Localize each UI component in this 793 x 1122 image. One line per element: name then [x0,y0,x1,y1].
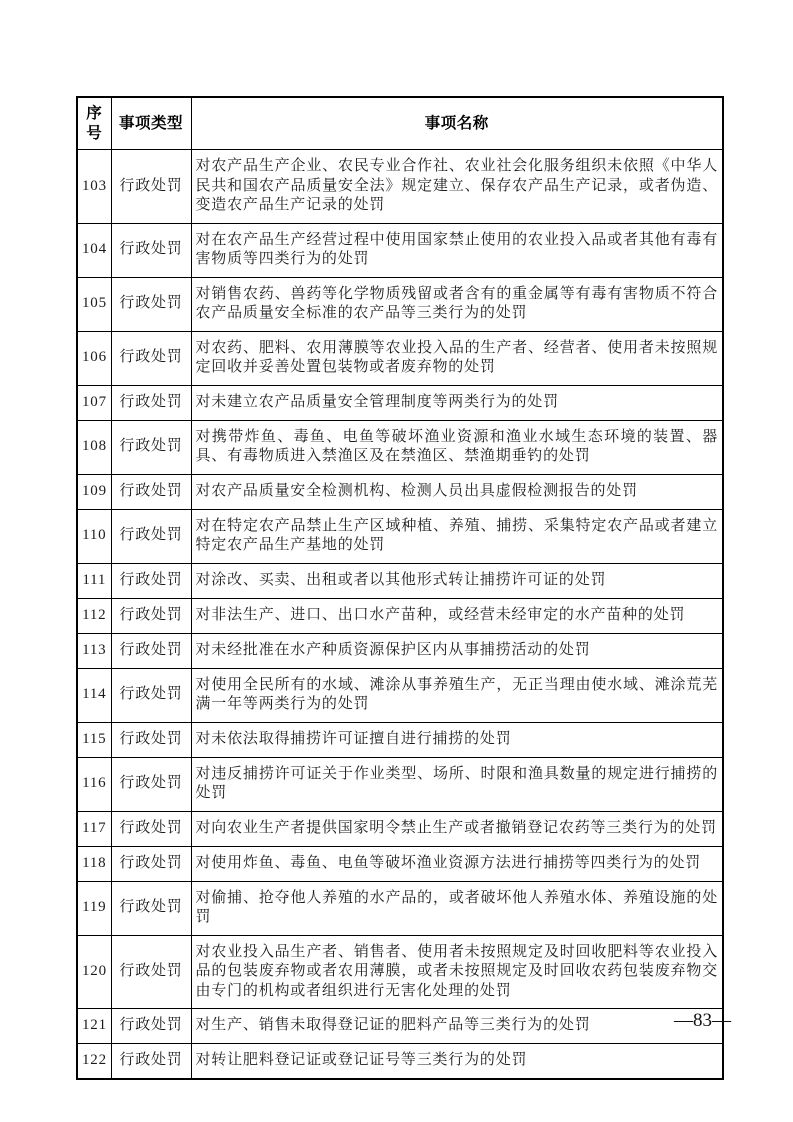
table-row [77,881,723,935]
penalty-items-table [76,96,724,1080]
cell-item-type: 行政处罚 [111,846,191,881]
table-row [77,474,723,509]
cell-item-type: 行政处罚 [111,474,191,509]
cell-serial-number: 120 [77,935,111,1009]
cell-item-name: 对涂改、买卖、出租或者以其他形式转让捕捞许可证的处罚 [191,563,723,598]
cell-serial-number: 113 [77,633,111,668]
cell-item-name: 对转让肥料登记证或登记证号等三类行为的处罚 [191,1044,723,1079]
table-row [77,563,723,598]
cell-serial-number: 122 [77,1044,111,1079]
cell-item-name: 对违反捕捞许可证关于作业类型、场所、时限和渔具数量的规定进行捕捞的处罚 [191,757,723,811]
cell-serial-number: 104 [77,223,111,277]
table-row [77,935,723,1009]
cell-serial-number: 107 [77,385,111,420]
header-serial-number: 序号 [77,97,111,150]
cell-item-type: 行政处罚 [111,722,191,757]
cell-serial-number: 109 [77,474,111,509]
cell-item-type: 行政处罚 [111,1044,191,1079]
table-row [77,1009,723,1044]
cell-serial-number: 121 [77,1009,111,1044]
cell-item-name: 对农药、肥料、农用薄膜等农业投入品的生产者、经营者、使用者未按照规定回收并妥善处置包装物或者废弃物的处罚 [191,331,723,385]
cell-serial-number: 114 [77,668,111,722]
cell-item-name: 对在特定农产品禁止生产区域种植、养殖、捕捞、采集特定农产品或者建立特定农产品生产基地的处罚 [191,509,723,563]
cell-item-type: 行政处罚 [111,598,191,633]
cell-serial-number: 103 [77,150,111,224]
cell-serial-number: 108 [77,420,111,474]
cell-serial-number: 111 [77,563,111,598]
cell-item-type: 行政处罚 [111,563,191,598]
cell-serial-number: 115 [77,722,111,757]
cell-item-type: 行政处罚 [111,420,191,474]
cell-item-name: 对未建立农产品质量安全管理制度等两类行为的处罚 [191,385,723,420]
cell-item-name: 对农业投入品生产者、销售者、使用者未按照规定及时回收肥料等农业投入品的包装废弃物或者农用薄膜，或者未按照规定及时回收农药包装废弃物交由专门的机构或者组织进行无害化处理的处罚 [191,935,723,1009]
cell-item-name: 对非法生产、进口、出口水产苗种，或经营未经审定的水产苗种的处罚 [191,598,723,633]
cell-item-name: 对销售农药、兽药等化学物质残留或者含有的重金属等有毒有害物质不符合农产品质量安全标准的农产品等三类行为的处罚 [191,277,723,331]
cell-item-name: 对农产品质量安全检测机构、检测人员出具虚假检测报告的处罚 [191,474,723,509]
cell-item-name: 对在农产品生产经营过程中使用国家禁止使用的农业投入品或者其他有毒有害物质等四类行为的处罚 [191,223,723,277]
table-header-row [77,97,723,150]
table-row [77,385,723,420]
cell-serial-number: 105 [77,277,111,331]
cell-serial-number: 116 [77,757,111,811]
cell-item-name: 对未经批准在水产种质资源保护区内从事捕捞活动的处罚 [191,633,723,668]
table-row [77,223,723,277]
table-row [77,598,723,633]
table-row [77,846,723,881]
table-row [77,757,723,811]
cell-item-name: 对使用全民所有的水域、滩涂从事养殖生产，无正当理由使水域、滩涂荒芜满一年等两类行为的处罚 [191,668,723,722]
table-row [77,420,723,474]
cell-serial-number: 117 [77,811,111,846]
cell-item-type: 行政处罚 [111,881,191,935]
cell-item-name: 对偷捕、抢夺他人养殖的水产品的，或者破坏他人养殖水体、养殖设施的处罚 [191,881,723,935]
cell-item-name: 对未依法取得捕捞许可证擅自进行捕捞的处罚 [191,722,723,757]
table-row [77,633,723,668]
table-row [77,811,723,846]
cell-item-name: 对生产、销售未取得登记证的肥料产品等三类行为的处罚 [191,1009,723,1044]
table-row [77,509,723,563]
cell-serial-number: 110 [77,509,111,563]
cell-item-name: 对使用炸鱼、毒鱼、电鱼等破坏渔业资源方法进行捕捞等四类行为的处罚 [191,846,723,881]
cell-item-type: 行政处罚 [111,223,191,277]
cell-serial-number: 106 [77,331,111,385]
cell-item-type: 行政处罚 [111,150,191,224]
table-row [77,1044,723,1079]
table-row [77,150,723,224]
table-row [77,668,723,722]
cell-item-type: 行政处罚 [111,633,191,668]
cell-item-type: 行政处罚 [111,757,191,811]
cell-serial-number: 112 [77,598,111,633]
header-item-type: 事项类型 [111,97,191,150]
cell-item-name: 对向农业生产者提供国家明令禁止生产或者撤销登记农药等三类行为的处罚 [191,811,723,846]
cell-item-type: 行政处罚 [111,935,191,1009]
cell-serial-number: 118 [77,846,111,881]
cell-item-type: 行政处罚 [111,509,191,563]
table-header [77,97,723,150]
table-row [77,722,723,757]
cell-item-type: 行政处罚 [111,277,191,331]
cell-item-type: 行政处罚 [111,331,191,385]
cell-item-type: 行政处罚 [111,811,191,846]
cell-item-name: 对农产品生产企业、农民专业合作社、农业社会化服务组织未依照《中华人民共和国农产品质量安全法》规定建立、保存农产品生产记录，或者伪造、变造农产品生产记录的处罚 [191,150,723,224]
cell-serial-number: 119 [77,881,111,935]
table-row [77,331,723,385]
table-row [77,277,723,331]
cell-item-type: 行政处罚 [111,1009,191,1044]
table-body [77,150,723,1079]
page-number: —83— [674,1010,731,1031]
cell-item-name: 对携带炸鱼、毒鱼、电鱼等破坏渔业资源和渔业水域生态环境的装置、器具、有毒物质进入禁渔区及在禁渔区、禁渔期垂钓的处罚 [191,420,723,474]
cell-item-type: 行政处罚 [111,668,191,722]
header-item-name: 事项名称 [191,97,723,150]
cell-item-type: 行政处罚 [111,385,191,420]
